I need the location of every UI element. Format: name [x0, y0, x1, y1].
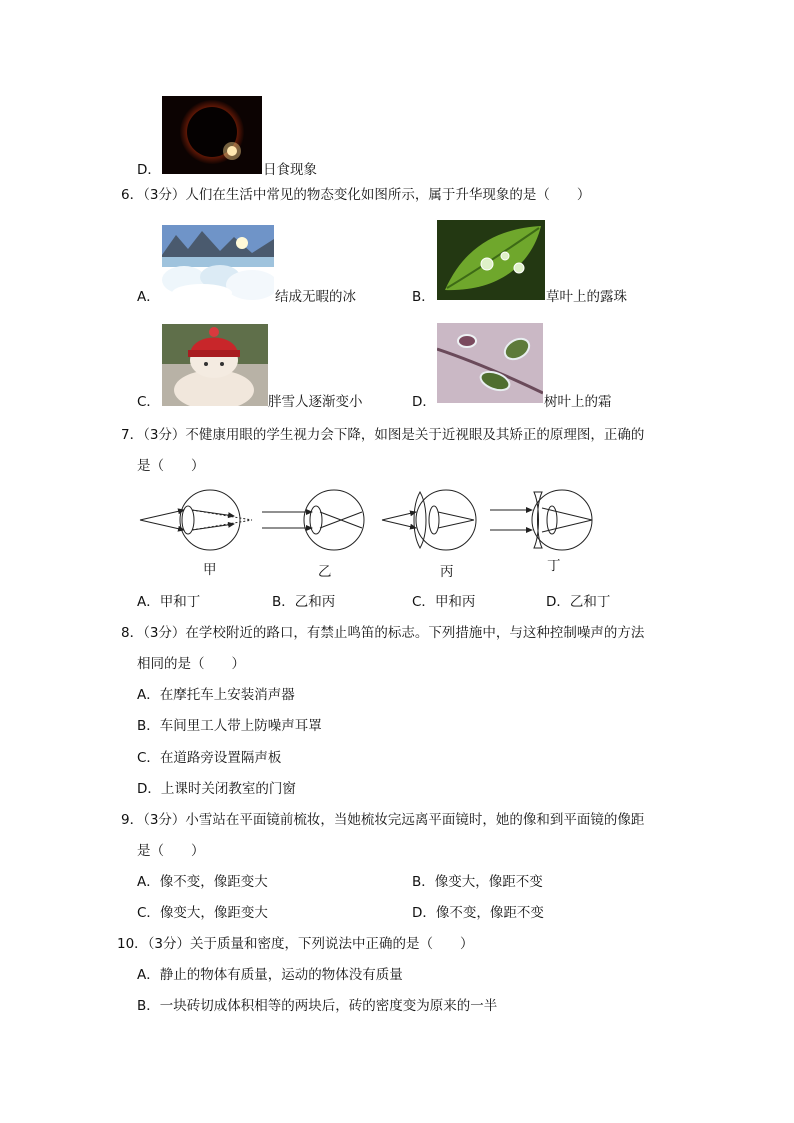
q6-option-a-letter: A．	[137, 289, 160, 305]
q9-stem-line1: 9．（3分）小雪站在平面镜前梳妆，当她梳妆完远离平面镜时，她的像和到平面镜的像距	[121, 812, 645, 828]
diagram-yi	[262, 490, 364, 550]
q7-stem-line1: 7．（3分）不健康用眼的学生视力会下降，如图是关于近视眼及其矫正的原理图，正确的	[121, 427, 645, 443]
q5-option-d-letter: D．	[137, 162, 161, 178]
q8-option-d: D．上课时关闭教室的门窗	[137, 781, 296, 797]
frost-leaf-image	[437, 323, 543, 403]
ice-lake-image	[162, 225, 274, 300]
figure-label-jia: 甲	[203, 562, 217, 578]
q8-option-a: A．在摩托车上安装消声器	[137, 687, 295, 703]
q7-option-b: B．乙和丙	[272, 594, 336, 610]
q7-stem-line2: 是（ ）	[137, 458, 205, 474]
figure-label-yi: 乙	[318, 564, 332, 580]
q6-option-c-text: 胖雪人逐渐变小	[268, 394, 363, 410]
q5-option-d-text: 日食现象	[263, 162, 317, 178]
q9-option-a: A．像不变，像距变大	[137, 874, 268, 890]
q9-option-b: B．像变大，像距不变	[412, 874, 543, 890]
q7-option-d: D．乙和丁	[546, 594, 611, 610]
diagram-jia	[140, 490, 252, 550]
q8-option-c: C．在道路旁设置隔声板	[137, 750, 282, 766]
q10-option-b: B．一块砖切成体积相等的两块后，砖的密度变为原来的一半	[137, 998, 498, 1014]
figure-label-ding: 丁	[547, 558, 561, 574]
q10-option-a: A．静止的物体有质量，运动的物体没有质量	[137, 967, 403, 983]
eye-optics-diagram	[136, 486, 606, 556]
q9-option-d: D．像不变，像距不变	[412, 905, 544, 921]
q8-stem-line1: 8．（3分）在学校附近的路口，有禁止鸣笛的标志。下列措施中，与这种控制噪声的方法	[121, 625, 645, 641]
q6-option-a-text: 结成无暇的冰	[275, 289, 356, 305]
q6-option-d-text: 树叶上的霜	[544, 394, 612, 410]
q8-stem-line2: 相同的是（ ）	[137, 656, 245, 672]
q10-stem: 10．（3分）关于质量和密度，下列说法中正确的是（ ）	[117, 936, 474, 952]
diagram-bing	[382, 490, 476, 550]
q9-option-c: C．像变大，像距变大	[137, 905, 268, 921]
dewdrop-leaf-image	[437, 220, 545, 300]
diagram-ding	[490, 490, 592, 550]
figure-label-bing: 丙	[440, 564, 454, 580]
q6-option-b-text: 草叶上的露珠	[546, 289, 627, 305]
solar-eclipse-image	[162, 96, 262, 174]
q6-option-d-letter: D．	[412, 394, 436, 410]
q7-option-c: C．甲和丙	[412, 594, 476, 610]
q8-option-b: B．车间里工人带上防噪声耳罩	[137, 718, 322, 734]
q6-option-b-letter: B．	[412, 289, 435, 305]
q9-stem-line2: 是（ ）	[137, 843, 205, 859]
q6-option-c-letter: C．	[137, 394, 160, 410]
snowman-image	[162, 324, 268, 406]
q6-stem: 6．（3分）人们在生活中常见的物态变化如图所示，属于升华现象的是（ ）	[121, 187, 591, 203]
q7-option-a: A．甲和丁	[137, 594, 201, 610]
